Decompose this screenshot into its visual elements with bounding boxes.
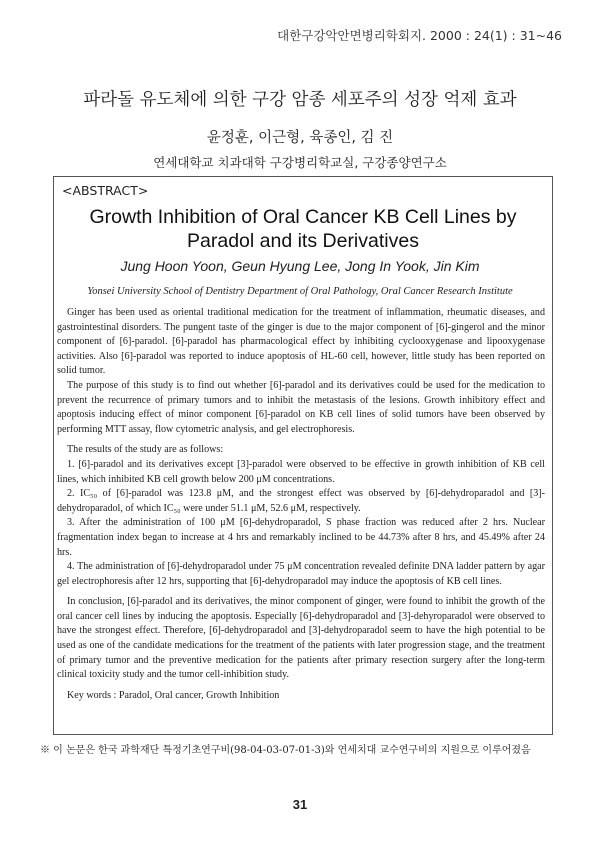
english-authors: Jung Hoon Yoon, Geun Hyung Lee, Jong In Yook, Jin Kim (120, 258, 480, 274)
korean-authors: 윤정훈, 이근형, 육종인, 김 진 (206, 130, 394, 146)
korean-affiliation: 연세대학교 치과대학 구강병리학교실, 구강종양연구소 (153, 155, 447, 170)
abstract-result-3: 3. After the administration of 100 μM [6]-dehydroparadol, S phase fraction was reduced after 2 hrs. Nuclear fragmentation index began to increase at 4 hrs and remarkably inclined to be 44.73% after 8 hrs, and 45.49% after 24 hrs. (57, 517, 545, 558)
funding-footnote: ※ 이 논문은 한국 과학재단 특정기초연구비(98-04-03-07-01-3)와 연세치대 교수연구비의 지원으로 이루어졌음 (40, 745, 531, 756)
english-title: Growth Inhibition of Oral Cancer KB Cell Lines by Paradol and its Derivatives (89, 206, 517, 252)
abstract-result-2: 2. IC₅₀ of [6]-paradol was 123.8 μM, and the strongest effect was observed by [6]-dehydroparadol and [3]-dehydroparadol, of which IC₅₀ were under 51.1 μM, 52.6 μM, respectively. (57, 488, 545, 514)
abstract-paragraph-background: Ginger has been used as oriental traditional medication for the treatment of inflammation, rheumatic diseases, and gastrointestinal disorders. The pungent taste of the ginger is due to the major component of [6]-gingerol and the minor component of [6]-paradol. [6]-paradol has pharmacological effect by inhibiting cyclooxygenase and lipooxygenase activities. Also [6]-paradol was reported to induce apoptosis of HL-60 cell, however, little study has been reported on solid tumor. (57, 307, 545, 377)
abstract-results-intro: The results of the study are as follows: (67, 444, 224, 456)
korean-title: 파라돌 유도체에 의한 구강 암종 세포주의 성장 억제 효과 (83, 90, 517, 110)
abstract-paragraph-purpose: The purpose of this study is to find out whether [6]-paradol and its derivatives could be used for the medication to prevent the recurrence of primary tumors and to inhibit the metastasis of the lesions. Growth inhibitory effect and apoptosis inducing effect of minor component [6]-paradol on KB cell lines of solid tumors have been observed by performing MTT assay, flow cytometric analysis, and gel electrophoresis. (57, 379, 545, 435)
abstract-result-4: 4. The administration of [6]-dehydroparadol under 75 μM concentration revealed definite DNA ladder pattern by agar gel electrophoresis after 12 hrs, supporting that [6]-dehydroparadol may induce the apoptosis of KB cell lines. (57, 561, 545, 587)
abstract-keywords: Key words : Paradol, Oral cancer, Growth Inhibition (67, 689, 280, 701)
abstract-result-1: 1. [6]-paradol and its derivatives except [3]-paradol were observed to be effective in growth inhibition of KB cell lines, which inhibited KB cell growth below 200 μM concentrations. (57, 458, 545, 485)
abstract-conclusion: In conclusion, [6]-paradol and its derivatives, the minor component of ginger, were found to inhibit the growth of the oral cancer cell lines by inducing the apoptosis. Especially [6]-dehydroparadol and [3]-dehyroparadol were observed to have the strongest effect. Therefore, [6]-dehydroparadol and [3]-dehydroparadol seem to have the high potential to be used as one of the candidate medications for the treatment of the patients with later progression stage, and the treatment of primary tumor and the preventive medication for the patients after primary resection surgery after the long-term clinical toxicity study and the tumor cell-inhibition study. (57, 596, 545, 681)
page-number: 31 (292, 797, 308, 812)
abstract-label: <ABSTRACT> (62, 183, 149, 198)
abstract-body (57, 306, 545, 703)
journal-citation: 대한구강악안면병리학회지. 2000 : 24(1) : 31~46 (277, 28, 562, 43)
english-affiliation: Yonsei University School of Dentistry Department of Oral Pathology, Oral Cancer Research Institute (87, 286, 513, 297)
